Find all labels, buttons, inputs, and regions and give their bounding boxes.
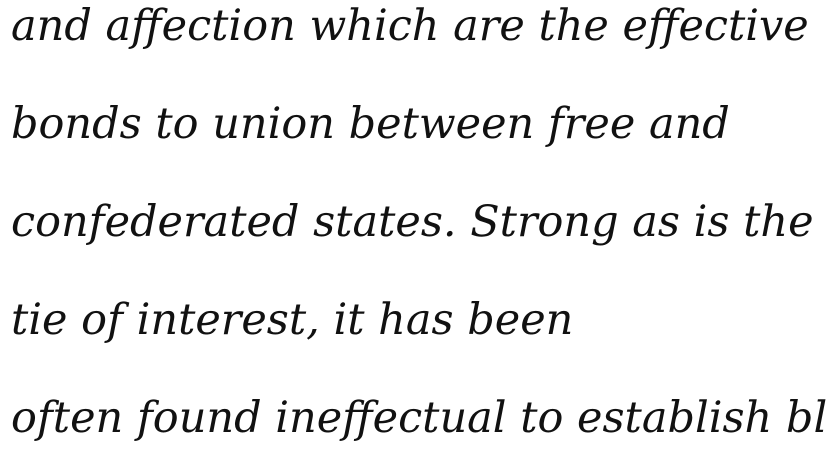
text-line-1: and affection which are the effective [11,1,809,51]
body-text [11,0,827,467]
text-line-2: bonds to union between free and [11,99,730,149]
text-line-5: often found ineffectual to establish bl [11,393,827,443]
text-line-4: tie of interest, it has been [11,295,574,345]
text-line-3: confederated states. Strong as is the [11,197,814,247]
